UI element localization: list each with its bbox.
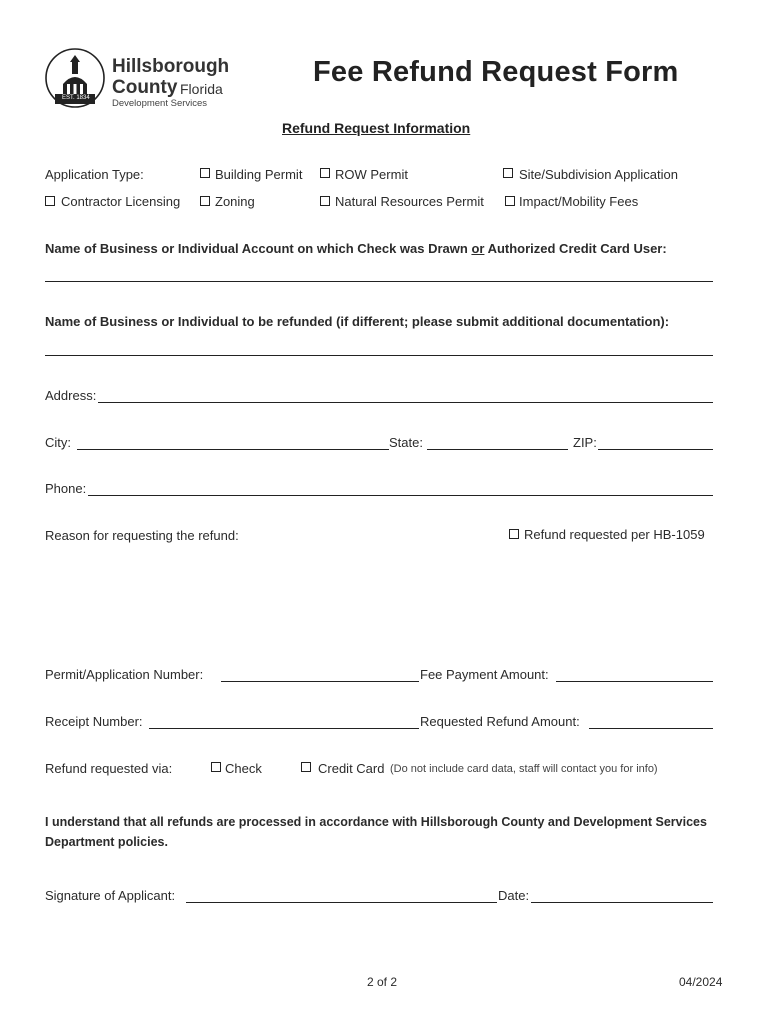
seal-est-text: EST. 1834: [62, 95, 90, 101]
requested-amount-label: Requested Refund Amount:: [420, 714, 580, 729]
logo-subtitle: Development Services: [112, 98, 208, 109]
site-subdivision-label: Site/Subdivision Application: [519, 167, 678, 182]
check-checkbox[interactable]: [211, 762, 221, 772]
county-logo: [44, 46, 244, 112]
address-label: Address:: [45, 388, 97, 403]
credit-card-checkbox[interactable]: [301, 762, 311, 772]
zip-label: ZIP:: [573, 435, 597, 450]
logo-line2: County: [112, 77, 178, 98]
reason-text-area[interactable]: [45, 552, 713, 647]
natural-resources-label: Natural Resources Permit: [335, 194, 484, 209]
form-title: Fee Refund Request Form: [313, 56, 679, 88]
refund-name-label: Name of Business or Individual to be refunded (if different; please submit additional documentation):: [45, 314, 670, 329]
hb-1059-checkbox[interactable]: [509, 529, 519, 539]
fee-payment-label: Fee Payment Amount:: [420, 667, 549, 682]
phone-label: Phone:: [45, 481, 87, 496]
contractor-licensing-checkbox[interactable]: [45, 196, 55, 206]
zoning-label: Zoning: [215, 194, 255, 209]
state-field[interactable]: [427, 449, 568, 450]
city-label: City:: [45, 435, 71, 450]
logo-line1: Hillsborough: [112, 56, 230, 77]
receipt-number-field[interactable]: [149, 728, 419, 729]
receipt-number-label: Receipt Number:: [45, 714, 143, 729]
refund-via-label: Refund requested via:: [45, 761, 173, 776]
row-permit-checkbox[interactable]: [320, 168, 330, 178]
impact-mobility-checkbox[interactable]: [505, 196, 515, 206]
section-title: Refund Request Information: [282, 120, 471, 136]
application-type-label: Application Type:: [45, 167, 144, 182]
account-name-field[interactable]: [45, 281, 713, 282]
date-label: Date:: [498, 888, 530, 903]
natural-resources-checkbox[interactable]: [320, 196, 330, 206]
refund-name-field[interactable]: [45, 355, 713, 356]
logo-line2b: Florida: [180, 81, 223, 97]
permit-number-field[interactable]: [221, 681, 419, 682]
account-name-label-pre: Name of Business or Individual Account on which Check was Drawn: [45, 241, 472, 256]
hb-1059-label: Refund requested per HB-1059: [524, 527, 705, 542]
account-name-label: [45, 241, 667, 256]
site-subdivision-checkbox[interactable]: [503, 168, 513, 178]
building-permit-checkbox[interactable]: [200, 168, 210, 178]
revision-date: 04/2024: [679, 975, 723, 989]
date-field[interactable]: [531, 902, 713, 903]
signature-field[interactable]: [186, 902, 497, 903]
row-permit-label: ROW Permit: [335, 167, 408, 182]
reason-label: Reason for requesting the refund:: [45, 528, 239, 543]
zip-field[interactable]: [598, 449, 713, 450]
phone-field[interactable]: [88, 495, 713, 496]
permit-number-label: Permit/Application Number:: [45, 667, 204, 682]
acknowledgement-line1: I understand that all refunds are processed in accordance with Hillsborough County and Development Services: [45, 815, 707, 829]
credit-card-label: Credit Card: [318, 761, 385, 776]
city-field[interactable]: [77, 449, 389, 450]
page-number: 2 of 2: [367, 975, 398, 989]
fee-payment-field[interactable]: [556, 681, 713, 682]
requested-amount-field[interactable]: [589, 728, 713, 729]
account-name-label-post: Authorized Credit Card User:: [484, 241, 667, 256]
credit-card-note: (Do not include card data, staff will contact you for info): [390, 763, 658, 775]
acknowledgement-line2: Department policies.: [45, 835, 168, 849]
address-field[interactable]: [98, 402, 713, 403]
zoning-checkbox[interactable]: [200, 196, 210, 206]
contractor-licensing-label: Contractor Licensing: [61, 194, 181, 209]
impact-mobility-label: Impact/Mobility Fees: [519, 194, 639, 209]
state-label: State:: [389, 435, 423, 450]
account-name-label-or: or: [471, 241, 485, 256]
building-permit-label: Building Permit: [215, 167, 303, 182]
signature-label: Signature of Applicant:: [45, 888, 176, 903]
check-label: Check: [225, 761, 262, 776]
